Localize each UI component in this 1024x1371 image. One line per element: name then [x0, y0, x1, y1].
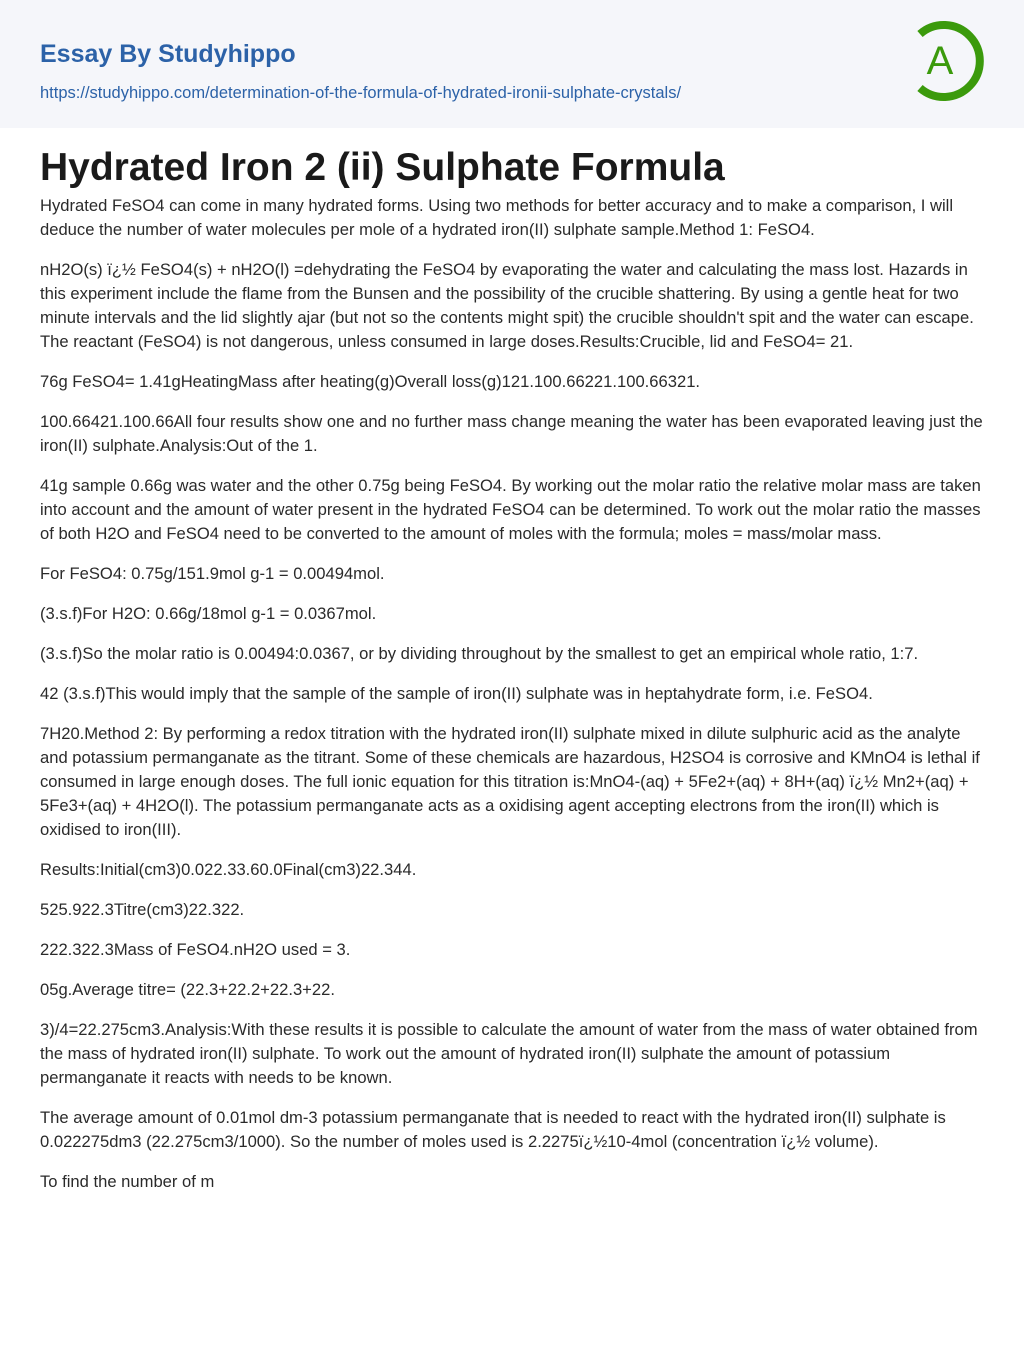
- paragraph: 05g.Average titre= (22.3+22.2+22.3+22.: [40, 980, 335, 999]
- paragraph: 42 (3.s.f)This would imply that the sample of the sample of iron(II) sulphate was in heptahydrate form, i.e. FeSO4.: [40, 684, 873, 703]
- essay-body: [40, 194, 984, 1210]
- paragraph: For FeSO4: 0.75g/151.9mol g-1 = 0.00494mol.: [40, 564, 385, 583]
- paragraph: To find the number of m: [40, 1172, 215, 1191]
- paragraph: 3)/4=22.275cm3.Analysis:With these results it is possible to calculate the amount of water from the mass of water obtained from the mass of hydrated iron(II) sulphate. To work out the amount of hydrated iron(II) sulphate the amount of potassium permanganate it reacts with needs to be known.: [40, 1020, 978, 1087]
- paragraph: 7H20.Method 2: By performing a redox titration with the hydrated iron(II) sulphate mixed in dilute sulphuric acid as the analyte and potassium permanganate as the titrant. Some of these chemicals are hazardous, H2SO4 is corrosive and KMnO4 is lethal if consumed in large enough doses. The full ionic equation for this titration is:MnO4-(aq) + 5Fe2+(aq) + 8H+(aq) ï¿½ Mn2+(aq) + 5Fe3+(aq) + 4H2O(l). The potassium permanganate acts as a oxidising agent accepting electrons from the iron(II) which is oxidised to iron(III).: [40, 724, 980, 839]
- paragraph: 100.66421.100.66All four results show one and no further mass change meaning the water has been evaporated leaving just the iron(II) sulphate.Analysis:Out of the 1.: [40, 412, 983, 455]
- paragraph: 222.322.3Mass of FeSO4.nH2O used = 3.: [40, 940, 351, 959]
- page-title: Hydrated Iron 2 (ii) Sulphate Formula: [40, 146, 725, 189]
- paragraph: (3.s.f)So the molar ratio is 0.00494:0.0367, or by dividing throughout by the smallest to get an empirical whole ratio, 1:7.: [40, 644, 919, 663]
- studyhippo-logo-icon[interactable]: [910, 18, 986, 104]
- paragraph: 76g FeSO4= 1.41gHeatingMass after heating(g)Overall loss(g)121.100.66221.100.66321.: [40, 372, 701, 391]
- paragraph: 41g sample 0.66g was water and the other 0.75g being FeSO4. By working out the molar ratio the relative molar mass are taken into account and the amount of water present in the hydrated FeSO4 can be determined. To work out the molar ratio the masses of both H2O and FeSO4 need to be converted to the amount of moles with the formula; moles = mass/molar mass.: [40, 476, 981, 543]
- paragraph: Hydrated FeSO4 can come in many hydrated forms. Using two methods for better accuracy and to make a comparison, I will deduce the number of water molecules per mole of a hydrated iron(II) sulphate sample.Method 1: FeSO4.: [40, 196, 954, 239]
- brand-title: Essay By Studyhippo: [40, 40, 296, 68]
- paragraph: The average amount of 0.01mol dm-3 potassium permanganate that is needed to react with the hydrated iron(II) sulphate is 0.022275dm3 (22.275cm3/1000). So the number of moles used is 2.2275ï¿½10-4mol (concentration ï¿½ volume).: [40, 1108, 946, 1151]
- paragraph: (3.s.f)For H2O: 0.66g/18mol g-1 = 0.0367mol.: [40, 604, 377, 623]
- essay-url-link[interactable]: https://studyhippo.com/determination-of-the-formula-of-hydrated-ironii-sulphate-crystals/: [40, 84, 682, 102]
- paragraph: 525.922.3Titre(cm3)22.322.: [40, 900, 245, 919]
- paragraph: Results:Initial(cm3)0.022.33.60.0Final(cm3)22.344.: [40, 860, 417, 879]
- paragraph: nH2O(s) ï¿½ FeSO4(s) + nH2O(l) =dehydrating the FeSO4 by evaporating the water and calculating the mass lost. Hazards in this experiment include the flame from the Bunsen and the possibility of the crucible shattering. By using a gentle heat for two minute intervals and the lid slightly ajar (but not so the contents might spit) the crucible shouldn't spit and the water can escape. The reactant (FeSO4) is not dangerous, unless consumed in large doses.Results:Crucible, lid and FeSO4= 21.: [40, 260, 974, 351]
- logo-letter: A: [926, 39, 954, 83]
